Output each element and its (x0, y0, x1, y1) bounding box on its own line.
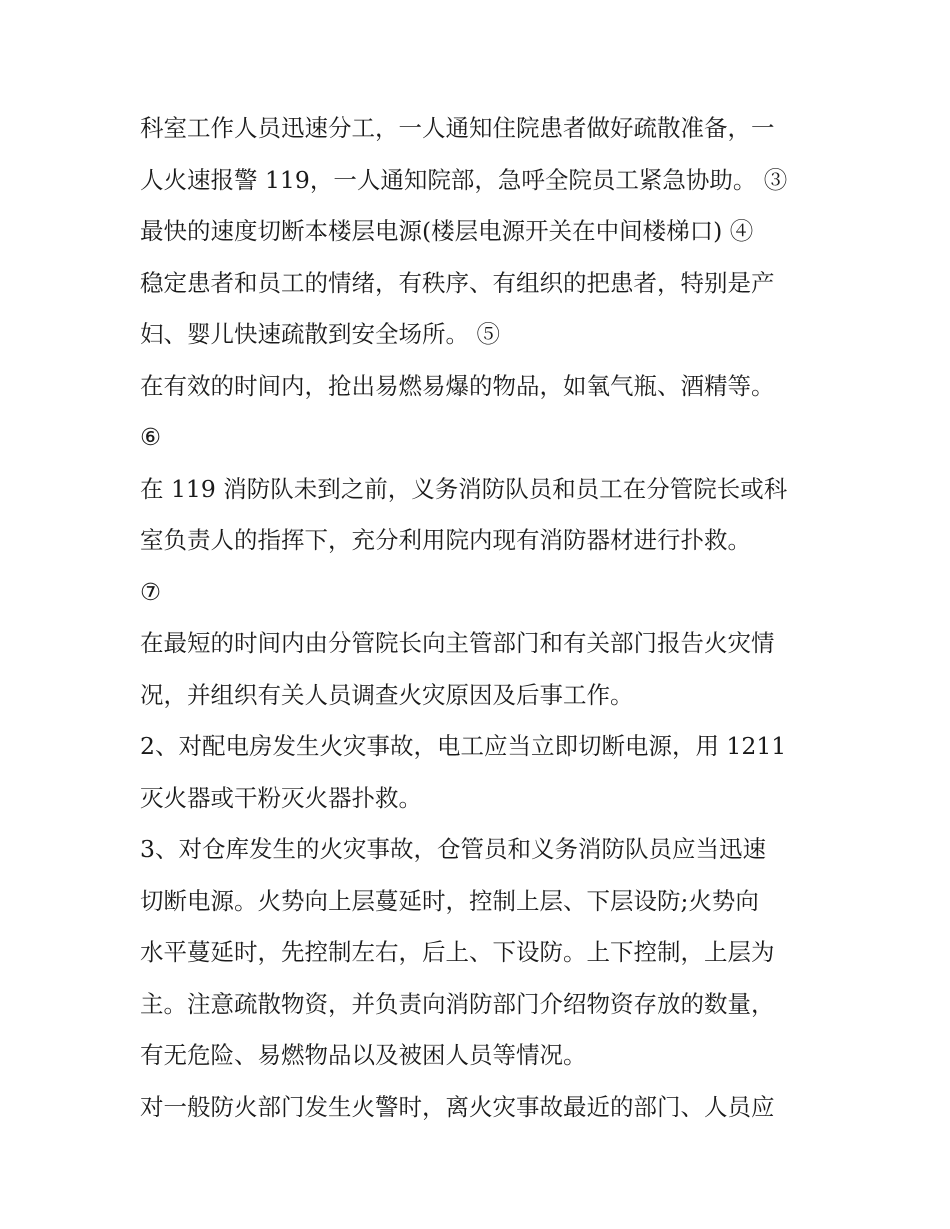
text-line: 况，并组织有关人员调查火灾原因及后事工作。 (140, 680, 634, 709)
text-line: 水平蔓延时，先控制左右，后上、下设防。上下控制，上层为 (140, 938, 775, 966)
text-line: 对一般防火部门发生火警时，离火灾事故最近的部门、人员应 (140, 1092, 775, 1121)
text-line: 有无危险、易燃物品以及被困人员等情况。 (140, 1041, 587, 1069)
text-line: 切断电源。火势向上层蔓延时，控制上层、下层设防;火势向 (140, 886, 759, 915)
text-line: ⑥ (140, 423, 162, 451)
text-line: ⑦ (140, 577, 162, 606)
text-line: 在最短的时间内由分管院长向主管部门和有关部门报告火灾情 (140, 629, 775, 657)
text-line: 妇、婴儿快速疏散到安全场所。 ⑤ (140, 320, 500, 348)
document-body (140, 103, 830, 1133)
text-line: 科室工作人员迅速分工，一人通知住院患者做好疏散准备，一 (140, 114, 775, 142)
text-line: 人火速报警 119，一人通知院部，急呼全院员工紧急协助。 ③ (140, 165, 788, 194)
text-line: 主。注意疏散物资，并负责向消防部门介绍物资存放的数量， (140, 989, 775, 1018)
text-line: 2、对配电房发生火灾事故，电工应当立即切断电源，用 1211 (140, 732, 787, 760)
text-line: 室负责人的指挥下，充分利用院内现有消防器材进行扑救。 (140, 526, 751, 554)
text-line: 最快的速度切断本楼层电源(楼层电源开关在中间楼梯口) ④ (140, 217, 754, 245)
text-line: 在有效的时间内，抢出易燃易爆的物品，如氧气瓶、酒精等。 (140, 371, 775, 400)
text-line: 在 119 消防队未到之前，义务消防队员和员工在分管院长或科 (140, 474, 788, 503)
text-line: 稳定患者和员工的情绪，有秩序、有组织的把患者，特别是产 (140, 268, 775, 297)
text-line: 灭火器或干粉灭火器扑救。 (140, 783, 422, 812)
text-line: 3、对仓库发生的火灾事故，仓管员和义务消防队员应当迅速 (140, 835, 766, 863)
